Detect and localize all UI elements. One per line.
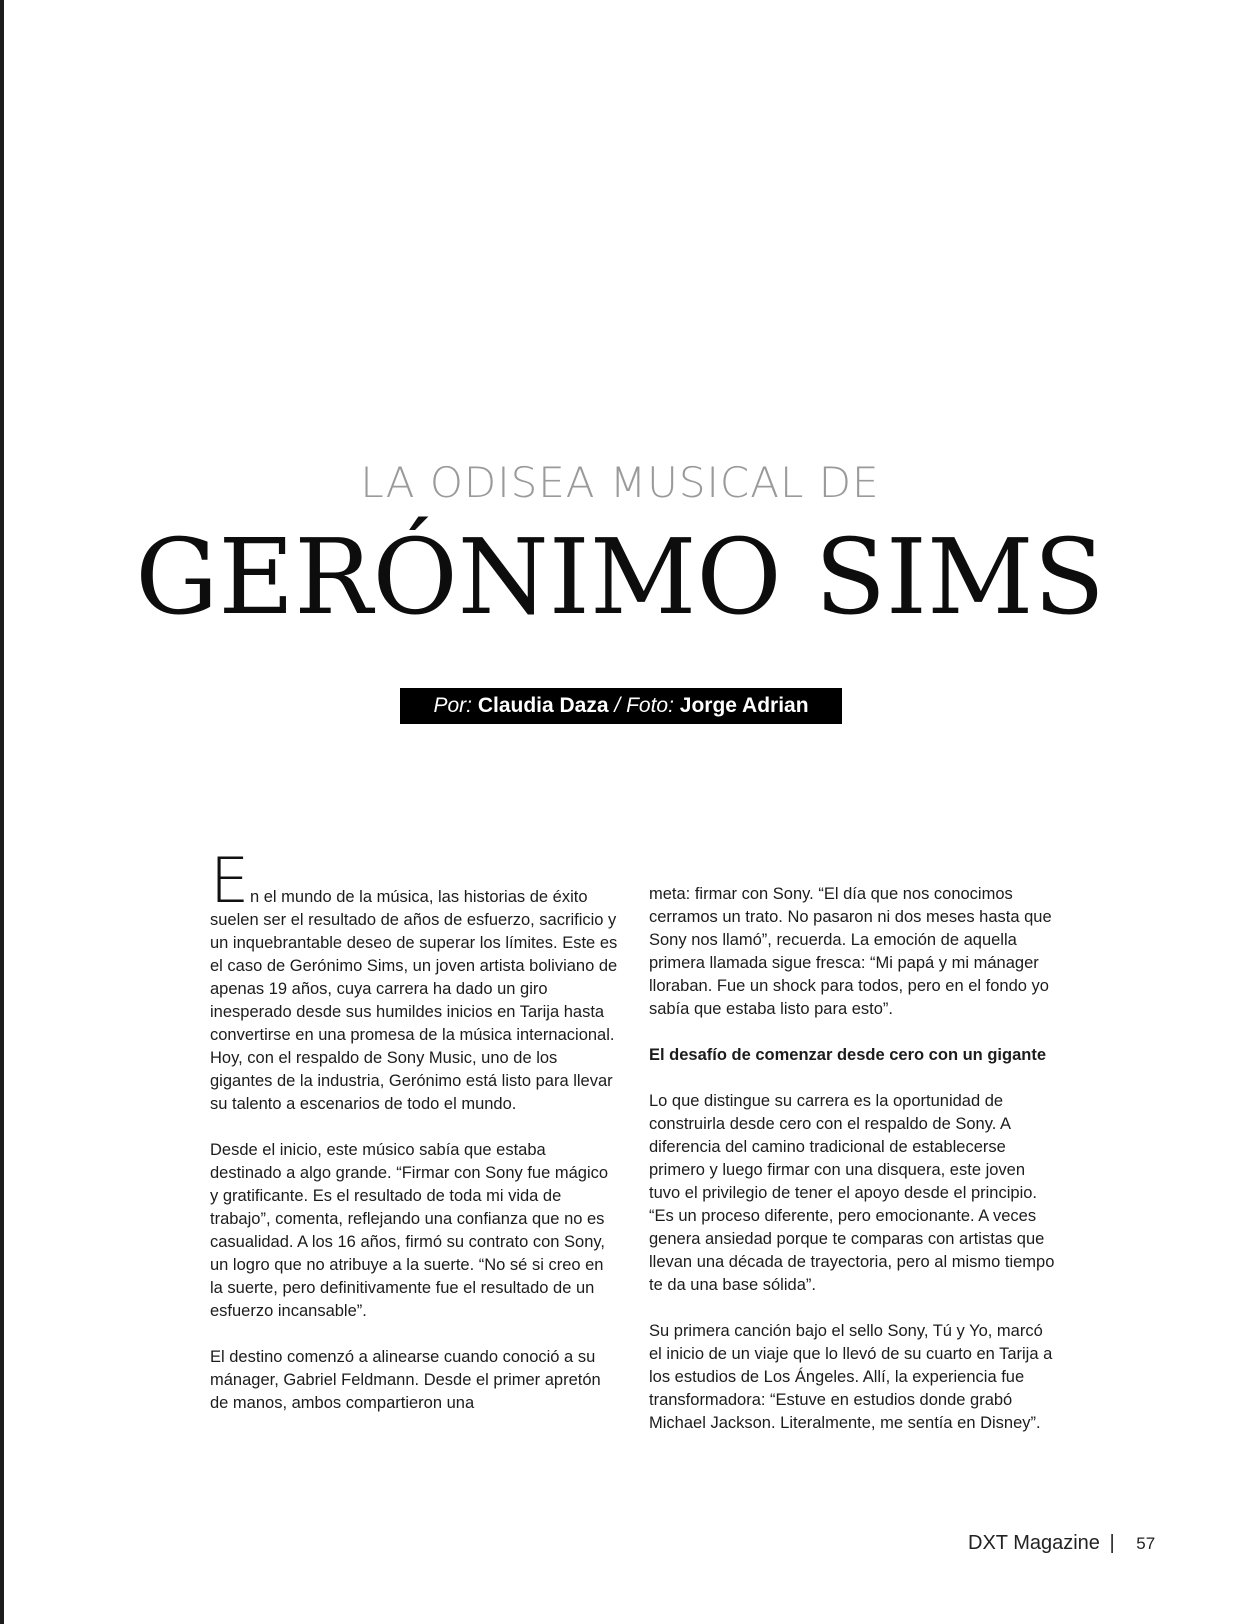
intro-paragraph: n el mundo de la música, las historias de éxito suelen ser el resultado de años de esfuerzo, sacrificio y un inquebrantable deseo de superar los límites. Este es el caso de Gerónimo Sims, un joven artista boliviano de apenas 19 años, cuya carrera ha dado un giro inesperado desde sus humildes inicios en Tarija hasta convertirse en una promesa de la música internacional. Hoy, con el respaldo de Sony Music, uno de los gigantes de la industria, Gerónimo está listo para llevar su talento a escenarios de todo el mundo. [210, 888, 618, 1113]
drop-cap: E [210, 844, 250, 917]
section-subhead: El desafío de comenzar desde cero con un gigante [649, 1046, 1047, 1064]
intro-paragraph-wrap [210, 844, 620, 1116]
paragraph: Su primera canción bajo el sello Sony, Tú y Yo, marcó el inicio de un viaje que lo llevó de su cuarto en Tarija a los estudios de Los Ángeles. Allí, la experiencia fue transformadora: “Estuve en estudios donde grabó Michael Jackson. Literalmente, me sentía en Disney”. [649, 1322, 1053, 1432]
paragraph: Lo que distingue su carrera es la oportunidad de construirla desde cero con el respaldo de Sony. A diferencia del camino tradicional de establecerse primero y luego firmar con una disquera, este joven tuvo el privilegio de tener el apoyo desde el principio. “Es un proceso diferente, pero emocionante. A veces genera ansiedad porque te comparas con artistas que llevan una década de trayectoria, pero al mismo tiempo te da una base sólida”. [649, 1092, 1055, 1294]
article-title: GERÓNIMO SIMS [135, 516, 1105, 638]
footer-separator: | [1109, 1532, 1115, 1554]
page-number: 57 [1136, 1534, 1156, 1553]
article-column-right [649, 883, 1059, 1458]
magazine-name: DXT Magazine [968, 1532, 1100, 1554]
byline-por-label: Por: [433, 694, 472, 717]
article-kicker: LA ODISEA MUSICAL DE [360, 458, 880, 507]
byline-author: Claudia Daza [477, 694, 609, 717]
article-column-left [210, 844, 620, 1438]
paragraph: Desde el inicio, este músico sabía que estaba destinado a algo grande. “Firmar con Sony fue mágico y gratificante. Es el resultado de toda mi vida de trabajo”, comenta, reflejando una confianza que no es casualidad. A los 16 años, firmó su contrato con Sony, un logro que no atribuye a la suerte. “No sé si creo en la suerte, pero definitivamente fue el resultado de un esfuerzo incansable”. [210, 1141, 609, 1320]
byline-separator: / [614, 694, 621, 717]
byline-foto-label: Foto: [626, 694, 674, 717]
paragraph: El destino comenzó a alinearse cuando conoció a su mánager, Gabriel Feldmann. Desde el primer apretón de manos, ambos compartieron una [210, 1348, 601, 1412]
page-edge-shadow [0, 0, 4, 1624]
byline-photographer: Jorge Adrian [679, 694, 809, 717]
byline-bar [400, 688, 842, 724]
page-footer [968, 1532, 1155, 1555]
paragraph: meta: firmar con Sony. “El día que nos conocimos cerramos un trato. No pasaron ni dos meses hasta que Sony nos llamó”, recuerda. La emoción de aquella primera llamada sigue fresca: “Mi papá y mi mánager lloraban. Fue un shock para todos, pero en el fondo yo sabía que estaba listo para esto”. [649, 885, 1052, 1018]
